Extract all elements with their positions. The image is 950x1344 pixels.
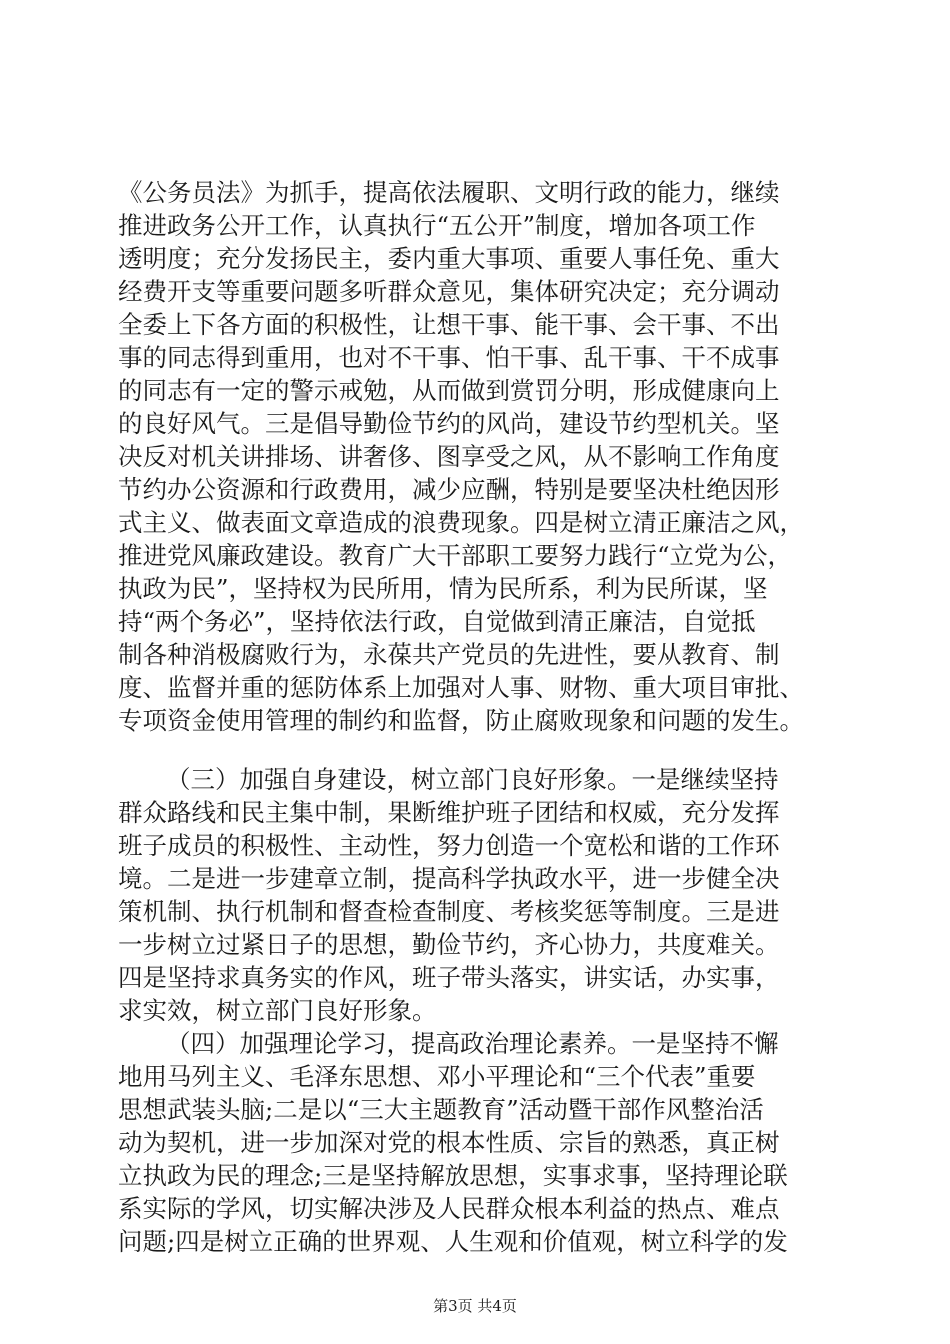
text-line: 思想武装头脑;二是以“三大主题教育”活动暨干部作风整治活 xyxy=(118,1095,764,1124)
text-line: 群众路线和民主集中制，果断维护班子团结和权威，充分发挥 xyxy=(118,798,780,827)
text-line: 四是坚持求真务实的作风，班子带头落实，讲实话，办实事， xyxy=(118,963,780,992)
text-line: 事的同志得到重用，也对不干事、怕干事、乱干事、干不成事 xyxy=(118,343,780,372)
text-line: 制各种消极腐败行为，永葆共产党员的先进性，要从教育、制 xyxy=(118,640,780,669)
text-line: 的良好风气。三是倡导勤俭节约的风尚，建设节约型机关。坚 xyxy=(118,409,780,438)
text-line: 推进政务公开工作，认真执行“五公开”制度，增加各项工作 xyxy=(118,211,756,240)
text-line: 经费开支等重要问题多听群众意见，集体研究决定；充分调动 xyxy=(118,277,780,306)
text-line: （四）加强理论学习，提高政治理论素养。一是坚持不懈 xyxy=(166,1029,779,1058)
text-line: 透明度；充分发扬民主，委内重大事项、重要人事任免、重大 xyxy=(118,244,780,273)
text-line: 式主义、做表面文章造成的浪费现象。四是树立清正廉洁之风， xyxy=(118,508,804,537)
text-line: 持“两个务必”，坚持依法行政，自觉做到清正廉洁，自觉抵 xyxy=(118,607,756,636)
text-line: 全委上下各方面的积极性，让想干事、能干事、会干事、不出 xyxy=(118,310,780,339)
text-line: 动为契机，进一步加深对党的根本性质、宗旨的熟悉，真正树 xyxy=(118,1128,780,1157)
text-line: 决反对机关讲排场、讲奢侈、图享受之风，从不影响工作角度 xyxy=(118,442,780,471)
text-line: 执政为民”，坚持权为民所用，情为民所系，利为民所谋，坚 xyxy=(118,574,768,603)
text-line: 推进党风廉政建设。教育广大干部职工要努力践行“立党为公， xyxy=(118,541,793,570)
text-line: 立执政为民的理念;三是坚持解放思想，实事求事，坚持理论联 xyxy=(118,1161,788,1190)
text-line: （三）加强自身建设，树立部门良好形象。一是继续坚持 xyxy=(166,765,779,794)
page-footer: 第3页 共4页 xyxy=(433,1297,517,1315)
text-line: 班子成员的积极性、主动性，努力创造一个宽松和谐的工作环 xyxy=(118,831,780,860)
text-line: 境。二是进一步建章立制，提高科学执政水平，进一步健全决 xyxy=(118,864,780,893)
text-line: 问题;四是树立正确的世界观、人生观和价值观，树立科学的发 xyxy=(118,1227,788,1256)
text-line: 策机制、执行机制和督查检查制度、考核奖惩等制度。三是进 xyxy=(118,897,780,926)
text-line: 度、监督并重的惩防体系上加强对人事、财物、重大项目审批、 xyxy=(118,673,804,702)
text-line: 求实效，树立部门良好形象。 xyxy=(118,996,437,1025)
text-line: 专项资金使用管理的制约和监督，防止腐败现象和问题的发生。 xyxy=(118,706,804,735)
text-line: 《公务员法》为抓手，提高依法履职、文明行政的能力，继续 xyxy=(118,178,780,207)
text-line: 一步树立过紧日子的思想，勤俭节约，齐心协力，共度难关。 xyxy=(118,930,780,959)
text-line: 的同志有一定的警示戒勉，从而做到赏罚分明，形成健康向上 xyxy=(118,376,780,405)
text-line: 地用马列主义、毛泽东思想、邓小平理论和“三个代表”重要 xyxy=(118,1062,756,1091)
text-line: 节约办公资源和行政费用，减少应酬，特别是要坚决杜绝因形 xyxy=(118,475,780,504)
text-line: 系实际的学风，切实解决涉及人民群众根本利益的热点、难点 xyxy=(118,1194,780,1223)
